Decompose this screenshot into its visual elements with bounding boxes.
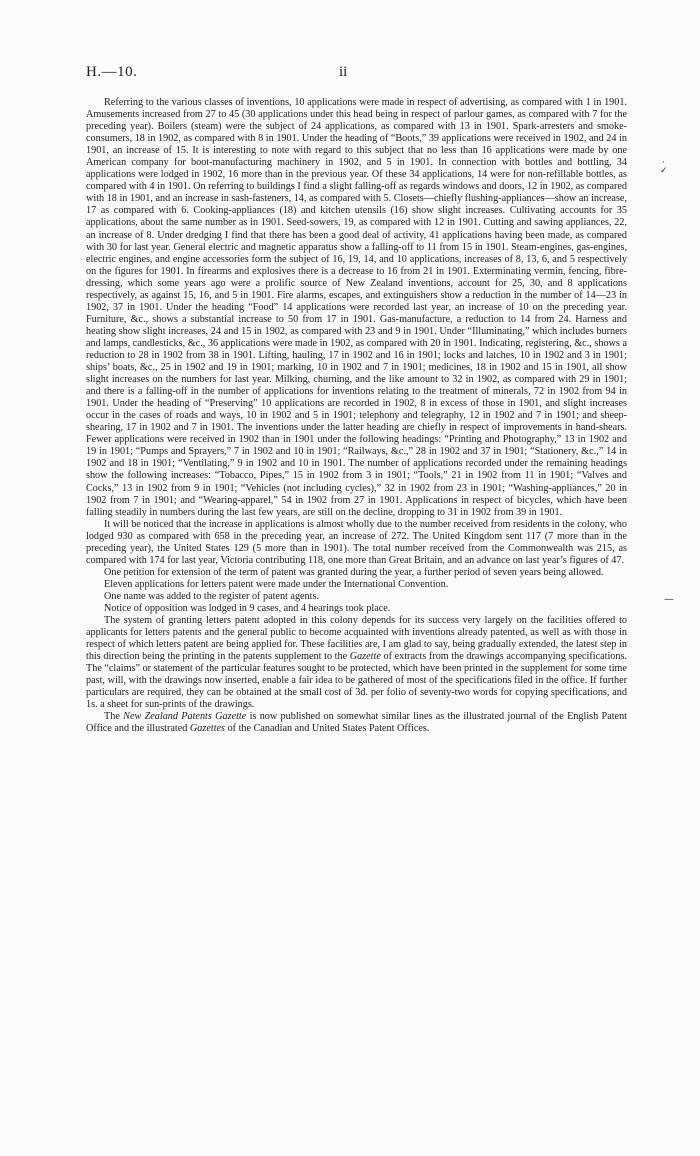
document-reference: H.—10. xyxy=(86,64,138,80)
page-number: ii xyxy=(339,64,348,80)
margin-mark: · xyxy=(662,158,665,168)
paragraph: One petition for extension of the term of patent was granted during the year, a further period of seven years being allowed. xyxy=(104,566,604,578)
margin-mark: ✓ xyxy=(660,166,668,176)
paragraph: Notice of opposition was lodged in 9 cases, and 4 hearings took place. xyxy=(104,602,391,614)
body-text xyxy=(86,97,627,735)
margin-mark: — xyxy=(664,594,674,605)
paragraph: The system of granting letters patent adopted in this colony depends for its success very largely on the facilities offered to applicants for letters patents and the general public to become acquainted with inventions already patented, as well as with those in respect of which letters patent are being applied for. These facilities are, I am glad to say, being gradually extended, the latest step in this direction being the printing in the patents supplement to the Gazette of extracts from the drawings accompanying specifications. The “claims” or statement of the particular features sought to be protected, which have been printed in the supplement for some time past, will, with the drawings now inserted, enable a fair idea to be gathered of most of the specifications filed in the office. If further particulars are required, they can be obtained at the small cost of 3d. per folio of seventy-two words for copying specifications, and 1s. a sheet for sun-prints of the drawings. xyxy=(86,615,627,711)
paragraph: The New Zealand Patents Gazette is now published on somewhat similar lines as the illustrated journal of the English Patent Office and the illustrated Gazettes of the Canadian and United States Patent Offices. xyxy=(86,711,627,735)
paragraph: Eleven applications for letters patent were made under the International Convention. xyxy=(104,578,449,590)
paragraph: Referring to the various classes of inventions, 10 applications were made in respect of advertising, as compared with 1 in 1901. Amusements increased from 27 to 45 (30 applications under this head being in respect of parlour games, as compared with 7 for the preceding year). Boilers (steam) were the subject of 24 applications, as compared with 13 in 1901. Spark-arresters and smoke-consumers, 18 in 1902, as compared with 8 in 1901. Under the heading of “Boots,” 39 applications were received in 1902, and 24 in 1901, an increase of 15. It is interesting to note with regard to this subject that no less than 16 applications were made by one American company for boot-manufacturing machinery in 1902, and 5 in 1901. In connection with bottles and bottling, 34 applications were lodged in 1902, 16 more than in the previous year. Of these 34 applications, 14 were for non-refillable bottles, as compared with 4 in 1901. On referring to buildings I find a slight falling-off as regards windows and doors, 12 in 1902, as compared with 18 in 1901, and an increase in sash-fasteners, 14, as compared with 5. Closets—chiefly flushing-appliances—show an increase, 17 as compared with 6. Cooking-appliances (18) and kitchen utensils (16) show slight increases. Cultivating accounts for 35 applications, about the same number as in 1901. Seed-sowers, 19, as compared with 12 in 1901. Cutting and sawing appliances, 22, an increase of 8. Under dredging I find that there has been a good deal of activity, 41 applications having been made, as compared with 30 for last year. General electric and magnetic apparatus show a falling-off to 11 from 15 in 1901. Steam-engines, gas-engines, electric engines, and engine accessories form the subject of 16, 19, 14, and 10 applications, increases of 8, 13, 6, and 5 respectively on the figures for 1901. In firearms and explosives there is a decrease to 16 from 21 in 1901. Exterminating vermin, fencing, fibre-dressing, which some years ago were a prolific source of New Zealand inventions, account for 25, 30, and 8 applications respectively, as against 15, 16, and 5 in 1901. Fire alarms, escapes, and extinguishers show a reduction in the number of 14—23 in 1902, 37 in 1901. Under the heading “Food” 14 applications were recorded last year, an increase of 10 on the preceding year. Furniture, &c., shows a substantial increase to 50 from 17 in 1901. Gas-manufacture, a reduction to 14 from 24. Harness and heating show slight increases, 24 and 15 in 1902, as compared with 23 and 9 in 1901. Under “Illuminating,” which includes burners and lamps, candlesticks, &c., 36 applications were made in 1902, as compared with 20 in 1901. Indicating, registering, &c., shows a reduction to 28 in 1902 from 38 in 1901. Lifting, hauling, 17 in 1902 and 16 in 1901; locks and latches, 10 in 1902 and 3 in 1901; ships’ boats, &c., 25 in 1902 and 19 in 1901; marking, 10 in 1902 and 7 in 1901; medicines, 18 in 1902 and 15 in 1901, all show slight increases on the numbers for last year. Milking, churning, and the like amount to 32 in 1902, as compared with 29 in 1901; and there is a falling-off in the number of applications for inventions relating to the treatment of minerals, 72 in 1902 from 94 in 1901. Under the heading of “Preserving” 10 applications are recorded in 1902, 8 in excess of those in 1901, and slight increases occur in the cases of roads and ways, 10 in 1902 and 5 in 1901; telephony and telegraphy, 12 in 1902 and 7 in 1901; and sheep-shearing, 17 in 1902 and 7 in 1901. The inventions under the latter heading are chiefly in respect of improvements in hand-shears. Fewer applications were received in 1902 than in 1901 under the following headings: “Printing and Photography,” 13 in 1902 and 19 in 1901; “Pumps and Sprayers,” 7 in 1902 and 10 in 1901; “Railways, &c.,” 28 in 1902 and 37 in 1901; “Stationery, &c.,” 14 in 1902 and 18 in 1901; “Ventilating,” 9 in 1902 and 10 in 1901. The number of applications recorded under the remaining headings show the following increases: “Tobacco, Pipes,” 15 in 1902 from 3 in 1901; “Tools,” 21 in 1902 from 11 in 1901; “Valves and Cocks,” 13 in 1902 from 9 in 1901; “Vehicles (not including cycles),” 32 in 1902 from 23 in 1901; “Washing-appliances,” 20 in 1902 from 7 in 1901; and “Wearing-apparel,” 54 in 1902 from 27 in 1901. Applications in respect of bicycles, which have been falling steadily in numbers during the last few years, are still on the decline, dropping to 31 in 1902 from 39 in 1901. xyxy=(86,97,627,518)
paragraph: It will be noticed that the increase in applications is almost wholly due to the number received from residents in the colony, who lodged 930 as compared with 658 in the preceding year, an increase of 272. The United Kingdom sent 117 (7 more than in the preceding year), the United States 129 (5 more than in 1901). The total number received from the Commonwealth was 215, as compared with 174 for last year, Victoria contributing 118, one more than Great Britain, and an advance on last year’s figures of 47. xyxy=(86,518,627,566)
paragraph: One name was added to the register of patent agents. xyxy=(104,590,319,602)
